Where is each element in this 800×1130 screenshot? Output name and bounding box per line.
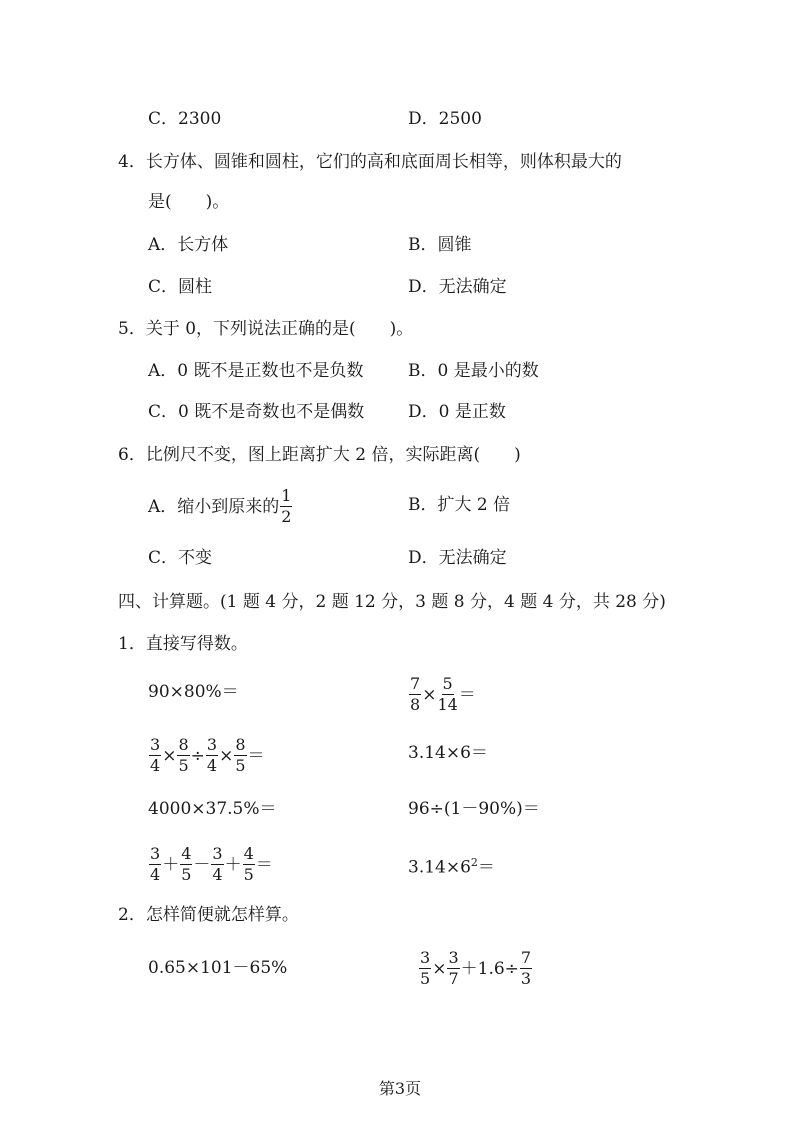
q5-option-d: D．0 是正数 [408, 402, 506, 422]
part2-title: 2．怎样简便就怎样算。 [118, 905, 299, 925]
q5-option-c: C．0 既不是奇数也不是偶数 [148, 402, 365, 422]
fraction: $\frac{3}{4}$ [212, 844, 223, 884]
fraction: $\frac{3}{4}$ [150, 844, 161, 884]
q6-option-b: B．扩大 2 倍 [408, 495, 511, 515]
q4-stem-line2: 是( )。 [148, 192, 230, 212]
simplify-expr-1: 0.65×101－65% [148, 958, 288, 978]
fraction: $\frac{3}{5}$ [420, 948, 431, 988]
q4-option-c: C．圆柱 [148, 277, 213, 297]
q4-option-b: B．圆锥 [408, 235, 472, 255]
calc-expr-4: 3.14×6＝ [408, 743, 488, 763]
q6-option-a-text: A．缩小到原来的 [148, 496, 280, 517]
fraction: $\frac{3}{4}$ [150, 735, 161, 775]
calc-expr-7: $\frac{3}{4}$ ＋ $\frac{4}{5}$ － $\frac{3}{4}$ ＋ $\frac{4}{5}$ ＝ [150, 844, 273, 884]
q3-option-d: D．2500 [408, 109, 482, 129]
calc-expr-1: 90×80%＝ [148, 682, 239, 702]
q3-option-c: C．2300 [148, 109, 222, 129]
q5-option-b: B．0 是最小的数 [408, 361, 539, 381]
q4-stem-line1: 4．长方体、圆锥和圆柱，它们的高和底面周长相等，则体积最大的 [118, 152, 622, 172]
fraction: $\frac{4}{5}$ [181, 844, 192, 884]
q4-option-a: A．长方体 [148, 235, 229, 255]
calc-expr-2: $\frac{7}{8}$ × $\frac{5}{14}$ ＝ [410, 674, 476, 714]
fraction: $\frac{5}{14}$ [437, 674, 458, 714]
fraction: $\frac{7}{8}$ [410, 674, 421, 714]
fraction: $\frac{7}{3}$ [520, 948, 532, 988]
q5-option-a: A．0 既不是正数也不是负数 [148, 361, 364, 381]
calc-expr-3: $\frac{3}{4}$ × $\frac{8}{5}$ ÷ $\frac{3}{4}$ × $\frac{8}{5}$ ＝ [150, 735, 265, 775]
q6-stem: 6．比例尺不变，图上距离扩大 2 倍，实际距离( ) [118, 445, 521, 465]
page-number: 第3页 [378, 1079, 422, 1098]
q6-option-a [148, 488, 293, 525]
fraction: $\frac{8}{5}$ [235, 735, 246, 775]
calc-expr-8: $3.14\times 6^2=$ [408, 856, 495, 878]
section-title: 四、计算题。(1 题 4 分，2 题 12 分，3 题 8 分，4 题 4 分，共 28 分) [118, 592, 666, 612]
part1-title: 1．直接写得数。 [118, 634, 248, 654]
fraction: $\frac{3}{7}$ [448, 948, 459, 988]
calc-expr-6: 96÷(1－90%)＝ [408, 799, 540, 819]
q5-stem: 5．关于 0，下列说法正确的是( )。 [118, 319, 414, 339]
q6-option-d: D．无法确定 [408, 548, 507, 568]
q6-option-c: C．不变 [148, 548, 213, 568]
calc-expr-5: 4000×37.5%＝ [148, 799, 277, 819]
fraction: $\frac{8}{5}$ [178, 735, 189, 775]
fraction: $\frac{3}{4}$ [206, 735, 218, 775]
fraction: $\frac{4}{5}$ [243, 844, 254, 884]
simplify-expr-2: $\frac{3}{5}$ × $\frac{3}{7}$ ＋1.6÷ $\frac{7}{3}$ [420, 948, 532, 988]
fraction: $\frac{1}{2}$ [281, 486, 292, 526]
q4-option-d: D．无法确定 [408, 277, 507, 297]
